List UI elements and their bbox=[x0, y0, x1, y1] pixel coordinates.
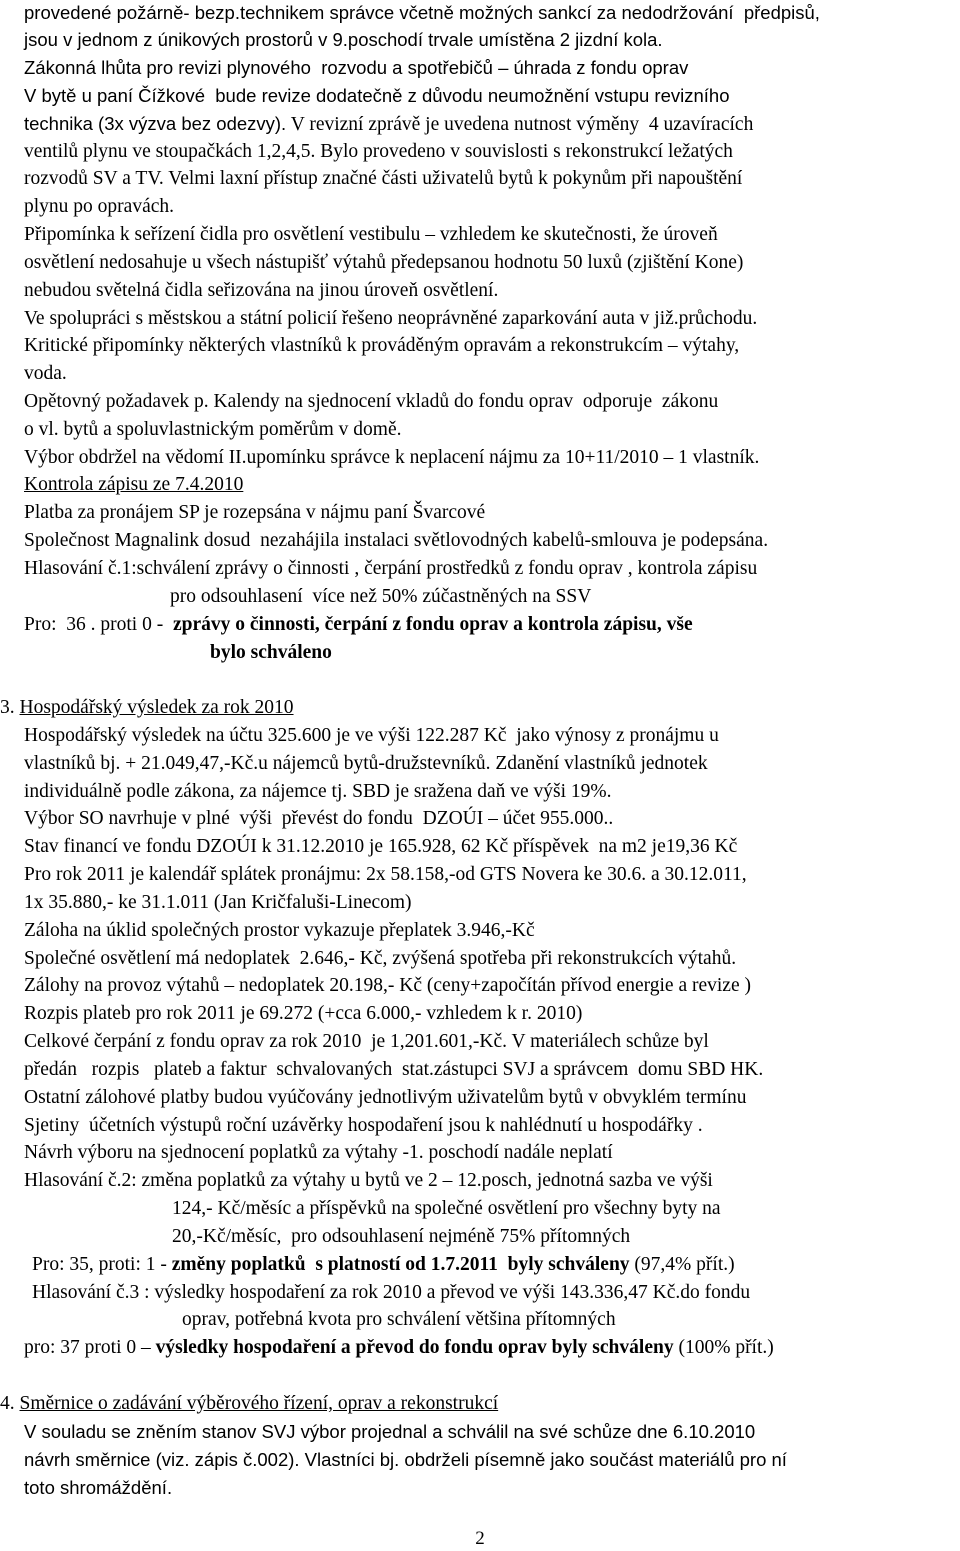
section-number: 3. bbox=[0, 697, 20, 718]
text-line: pro odsouhlasení více než 50% zúčastněných na SSV bbox=[170, 586, 592, 607]
text-line: nebudou světelná čidla seřizována na jinou úroveň osvětlení. bbox=[24, 280, 499, 301]
text-line: 20,-Kč/měsíc, pro odsouhlasení nejméně 75% přítomných bbox=[172, 1226, 631, 1247]
text-line: Výbor SO navrhuje v plné výši převést do fondu DZOÚI – účet 955.000.. bbox=[24, 808, 614, 829]
text-line: V souladu se zněním stanov SVJ výbor projednal a schválil na své schůze dne 6.10.2010 bbox=[24, 1421, 756, 1442]
text-line: oprav, potřebná kvota pro schválení většina přítomných bbox=[182, 1309, 616, 1330]
text-line: plynu po opravách. bbox=[24, 196, 175, 217]
text-line: Ve spolupráci s městskou a státní policií řešeno neoprávněné zaparkování auta v již.průchodu. bbox=[24, 308, 758, 329]
text-line: Hlasování č.3 : výsledky hospodaření za rok 2010 a převod ve výši 143.336,47 Kč.do fondu bbox=[32, 1282, 751, 1303]
text-line: individuálně podle zákona, za nájemce tj. SBD je sražena daň ve výši 19%. bbox=[24, 781, 612, 802]
text-line: jsou v jednom z únikových prostorů v 9.poschodí trvale umístěna 2 jizdní kola. bbox=[24, 29, 663, 50]
text-line: Zákonná lhůta pro revizi plynového rozvodu a spotřebičů – úhrada z fondu oprav bbox=[24, 57, 689, 78]
text-run: (97,4% přít.) bbox=[629, 1254, 735, 1275]
text-line bbox=[24, 1335, 774, 1361]
text-run: Pro: 36 . proti 0 - bbox=[24, 614, 169, 635]
text-run: V revizní zprávě je uvedena nutnost výměny 4 uzavíracích bbox=[286, 114, 754, 135]
text-run-bold: bylo schváleno bbox=[210, 642, 332, 663]
text-line: Stav financí ve fondu DZOÚI k 31.12.2010 je 165.928, 62 Kč příspěvek na m2 je19,36 Kč bbox=[24, 836, 738, 857]
section-heading: Kontrola zápisu ze 7.4.2010 bbox=[24, 474, 244, 495]
text-line: Hlasování č.2: změna poplatků za výtahy u bytů ve 2 – 12.posch, jednotná sazba ve výši bbox=[24, 1170, 713, 1191]
text-line: 124,- Kč/měsíc a příspěvků na společné osvětlení pro všechny byty na bbox=[172, 1198, 721, 1219]
text-line: ventilů plynu ve stoupačkách 1,2,4,5. Bylo provedeno v souvislosti s rekonstrukcí ležatých bbox=[24, 141, 733, 162]
section-number: 4. bbox=[0, 1393, 20, 1414]
text-line bbox=[24, 612, 693, 638]
text-run: pro: 37 proti 0 – bbox=[24, 1337, 156, 1358]
text-run-bold: změny poplatků s platností od 1.7.2011 byly schváleny bbox=[171, 1254, 630, 1275]
text-line bbox=[210, 640, 332, 666]
text-line: Sjetiny účetních výstupů roční uzávěrky hospodaření jsou k nahlédnutí u hospodářky . bbox=[24, 1115, 703, 1136]
text-line: toto shromáždění. bbox=[24, 1477, 173, 1498]
text-line bbox=[32, 1252, 735, 1278]
text-line: Kritické připomínky některých vlastníků k prováděným opravám a rekonstrukcím – výtahy, bbox=[24, 335, 740, 356]
text-line: Ostatní zálohové platby budou vyúčovány jednotlivým uživatelům bytů v obvyklém termínu bbox=[24, 1087, 747, 1108]
page-number: 2 bbox=[475, 1528, 485, 1549]
text-line: Společnost Magnalink dosud nezahájila instalaci světlovodných kabelů-smlouva je podepsána. bbox=[24, 530, 769, 551]
text-line: Výbor obdržel na vědomí II.upomínku správce k neplacení nájmu za 10+11/2010 – 1 vlastník. bbox=[24, 447, 760, 468]
text-line bbox=[24, 111, 753, 138]
text-line: Zálohy na provoz výtahů – nedoplatek 20.198,- Kč (ceny+započítán přívod energie a revize ) bbox=[24, 975, 751, 996]
text-line: návrh směrnice (viz. zápis č.002). Vlastníci bj. obdrželi písemně jako součást materiálů pro ní bbox=[24, 1449, 787, 1470]
text-line: Rozpis plateb pro rok 2011 je 69.272 (+cca 6.000,- vzhledem k r. 2010) bbox=[24, 1003, 583, 1024]
text-line: V bytě u paní Čížkové bude revize dodatečně z důvodu neumožnění vstupu revizního bbox=[24, 85, 730, 106]
section-heading bbox=[0, 695, 294, 721]
text-line: 1x 35.880,- ke 31.1.011 (Jan Kričfaluši-Linecom) bbox=[24, 892, 412, 913]
text-line: Připomínka k seřízení čidla pro osvětlení vestibulu – vzhledem ke skutečnosti, že úroveň bbox=[24, 224, 718, 245]
text-line: Návrh výboru na sjednocení poplatků za výtahy -1. poschodí nadále neplatí bbox=[24, 1142, 613, 1163]
text-line: Pro rok 2011 je kalendář splátek pronájmu: 2x 58.158,-od GTS Novera ke 30.6. a 30.12.011, bbox=[24, 864, 747, 885]
text-run-bold: zprávy o činnosti, čerpání z fondu oprav a kontrola zápisu, vše bbox=[168, 614, 693, 635]
text-line: Hlasování č.1:schválení zprávy o činnosti , čerpání prostředků z fondu oprav , kontrola zápisu bbox=[24, 558, 758, 579]
text-line: vlastníků bj. + 21.049,47,-Kč.u nájemců bytů-družstevníků. Zdanění vlastníků jednotek bbox=[24, 753, 708, 774]
text-line: voda. bbox=[24, 363, 67, 384]
text-line: Opětovný požadavek p. Kalendy na sjednocení vkladů do fondu oprav odporuje zákonu bbox=[24, 391, 719, 412]
text-line: Platba za pronájem SP je rozepsána v nájmu paní Švarcové bbox=[24, 502, 486, 523]
text-line: osvětlení nedosahuje u všech nástupišť výtahů předepsanou hodnotu 50 luxů (zjištění Kone) bbox=[24, 252, 744, 273]
text-line: Hospodářský výsledek na účtu 325.600 je ve výši 122.287 Kč jako výnosy z pronájmu u bbox=[24, 725, 719, 746]
text-line: Celkové čerpání z fondu oprav za rok 2010 je 1,201.601,-Kč. V materiálech schůze byl bbox=[24, 1031, 709, 1052]
section-title: Směrnice o zadávání výběrového řízení, oprav a rekonstrukcí bbox=[19, 1393, 499, 1414]
text-line: Záloha na úklid společných prostor vykazuje přeplatek 3.946,-Kč bbox=[24, 920, 535, 941]
section-heading bbox=[0, 1391, 498, 1417]
text-line: provedené požárně- bezp.technikem správce včetně možných sankcí za nedodržování předpisů, bbox=[24, 2, 820, 23]
section-title: Hospodářský výsledek za rok 2010 bbox=[19, 697, 294, 718]
text-line: Společné osvětlení má nedoplatek 2.646,- Kč, zvýšená spotřeba při rekonstrukcích výtahů. bbox=[24, 948, 737, 969]
text-line: o vl. bytů a spoluvlastnickým poměrům v domě. bbox=[24, 419, 402, 440]
text-run: technika (3x výzva bez odezvy). bbox=[24, 113, 287, 134]
text-run: Pro: 35, proti: 1 - bbox=[32, 1254, 172, 1275]
text-run: (100% přít.) bbox=[673, 1337, 774, 1358]
text-line: rozvodů SV a TV. Velmi laxní přístup značné části uživatelů bytů k pokynům při napouštění bbox=[24, 168, 743, 189]
text-run-bold: výsledky hospodaření a převod do fondu oprav byly schváleny bbox=[155, 1337, 674, 1358]
text-line: předán rozpis plateb a faktur schvalovaných stat.zástupci SVJ a správcem domu SBD HK. bbox=[24, 1059, 764, 1080]
